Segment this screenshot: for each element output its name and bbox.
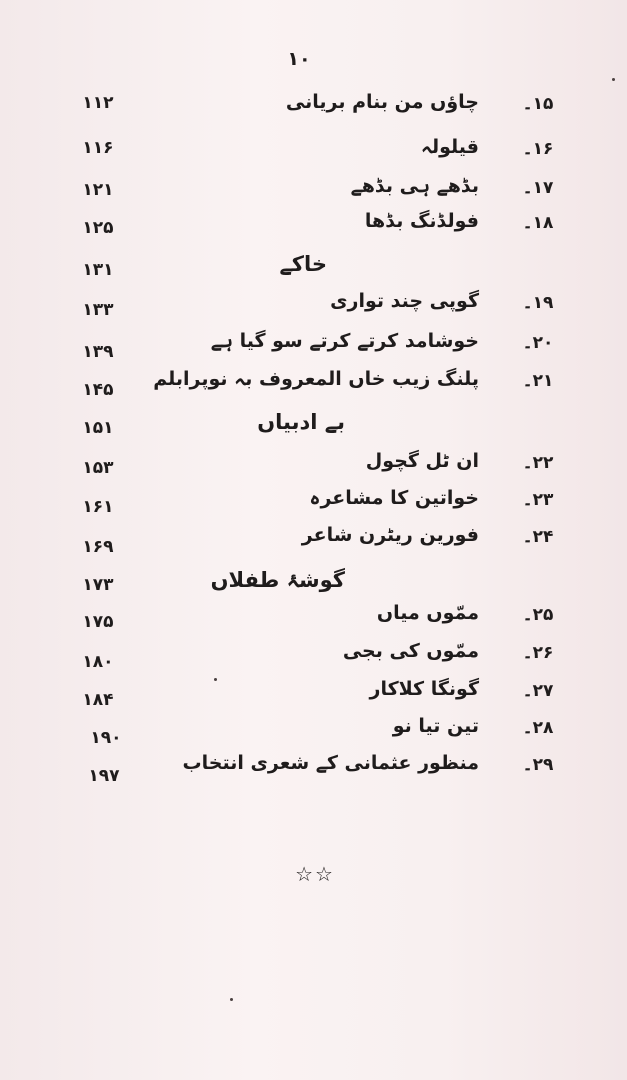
toc-entry-title: فورین ریٹرن شاعر [301,524,479,546]
toc-section-heading: گوشۂ طفلاں [210,568,345,592]
toc-entry-title: چاؤں من بنام بریانی [285,91,479,113]
ornament-stars: ☆☆ [295,862,335,886]
toc-page-number: ۱۵۱ [82,418,114,438]
toc-serial-number: ۱۸۔ [522,213,554,233]
paper-speck [230,998,233,1001]
toc-page-number: ۱۲۵ [82,218,114,238]
toc-entry-title: گوپی چند تواری [330,290,479,312]
toc-serial-number: ۲۲۔ [522,453,554,473]
toc-serial-number: ۲۴۔ [522,527,554,547]
toc-entry-title: ممّوں میاں [376,602,479,624]
toc-page-number: ۱۹۷ [88,766,120,786]
toc-entry-title: ان ٹل گچول [365,450,479,472]
toc-serial-number: ۱۶۔ [522,139,554,159]
toc-entry-title: پلنگ زیب خاں المعروف بہ نوپرابلم [153,368,479,390]
toc-page-number: ۱۳۳ [82,300,114,320]
toc-page-number: ۱۷۳ [82,575,114,595]
toc-serial-number: ۲۷۔ [522,681,554,701]
toc-serial-number: ۲۱۔ [522,371,554,391]
toc-serial-number: ۱۵۔ [522,94,554,114]
toc-page-number: ۱۷۵ [82,612,114,632]
toc-entry-title: فولڈنگ بڈھا [364,210,479,232]
toc-serial-number: ۲۳۔ [522,490,554,510]
paper-speck [612,78,615,81]
toc-page-number: ۱۳۱ [82,260,114,280]
toc-section-heading: بے ادبیاں [257,410,345,434]
toc-entry-title: گونگا کلاکار [369,678,479,700]
toc-page-number: ۱۲۱ [82,180,114,200]
toc-page-number: ۱۵۳ [82,458,114,478]
toc-serial-number: ۲۶۔ [522,643,554,663]
toc-serial-number: ۲۹۔ [522,755,554,775]
toc-serial-number: ۱۷۔ [522,178,554,198]
toc-serial-number: ۲۸۔ [522,718,554,738]
toc-page-number: ۱۳۹ [82,342,114,362]
toc-entry-title: تین تیا نو [392,715,479,737]
toc-serial-number: ۱۹۔ [522,293,554,313]
toc-page-number: ۱۱۶ [82,138,114,158]
toc-page-number: ۱۸۰ [82,652,114,672]
toc-page-number: ۱۸۴ [82,690,114,710]
toc-page-number: ۱۶۹ [82,537,114,557]
paper-speck [214,678,217,681]
toc-page-number: ۱۹۰ [90,728,122,748]
toc-page-number: ۱۱۲ [82,93,114,113]
page-number: ۱۰ [287,48,311,70]
toc-entry-title: خواتین کا مشاعرہ [309,487,479,509]
toc-entry-title: بڈھے ہی بڈھے [350,175,479,197]
toc-serial-number: ۲۵۔ [522,605,554,625]
toc-page-number: ۱۶۱ [82,497,114,517]
toc-section-heading: خاکے [279,252,327,276]
toc-entry-title: خوشامد کرتے کرتے سو گیا ہے [210,330,479,352]
toc-entry-title: ممّوں کی بجی [342,640,479,662]
toc-entry-title: قیلولہ [420,136,479,158]
toc-page-number: ۱۴۵ [82,380,114,400]
toc-serial-number: ۲۰۔ [522,333,554,353]
toc-entry-title: منظور عثمانی کے شعری انتخاب [182,752,479,774]
